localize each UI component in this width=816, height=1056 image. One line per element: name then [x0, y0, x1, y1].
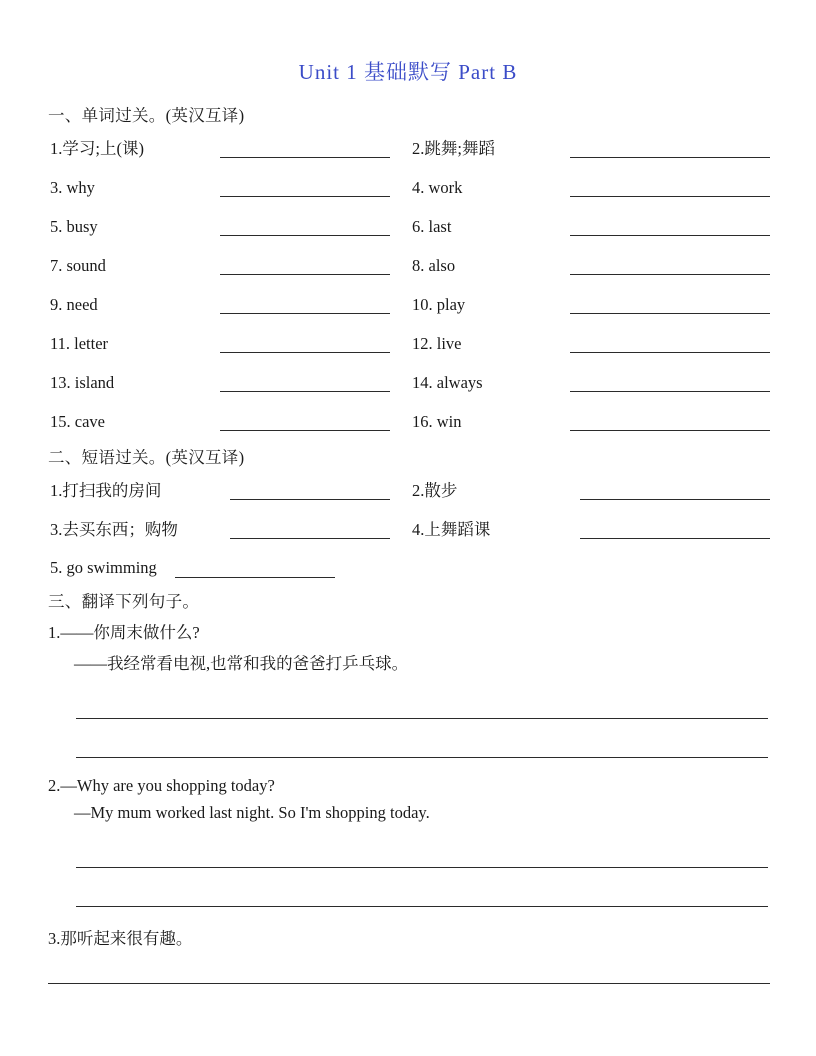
answer-line[interactable] [76, 719, 768, 758]
word-answer-blank[interactable] [570, 296, 770, 314]
word-row [46, 171, 770, 197]
phrase-row [46, 474, 770, 500]
word-cell [408, 140, 770, 158]
word-label: 11. letter [50, 333, 109, 353]
section-heading-translation: 三、翻译下列句子。 [48, 592, 200, 611]
phrase-label: 5. go swimming [50, 558, 157, 577]
translation-answer-area[interactable] [76, 837, 770, 907]
translation-answer-area[interactable] [76, 688, 770, 758]
word-cell [46, 296, 408, 314]
word-row [46, 405, 770, 431]
word-row [46, 366, 770, 392]
phrase-label: 3.去买东西；购物 [50, 519, 178, 539]
word-row [46, 132, 770, 158]
word-cell [46, 140, 408, 158]
phrase-cell [408, 482, 770, 500]
word-answer-blank[interactable] [220, 296, 390, 314]
word-cell [46, 179, 408, 197]
word-row [46, 210, 770, 236]
phrase-answer-blank[interactable] [580, 521, 770, 539]
word-label: 9. need [50, 294, 98, 314]
word-cell [408, 374, 770, 392]
phrase-label: 2.散步 [412, 480, 458, 500]
translation-prompt-second: —My mum worked last night. So I'm shopping today. [74, 803, 430, 822]
word-answer-blank[interactable] [570, 413, 770, 431]
word-answer-blank[interactable] [220, 140, 390, 158]
answer-line[interactable] [48, 983, 770, 984]
word-label: 4. work [412, 177, 463, 197]
phrase-label: 1.打扫我的房间 [50, 480, 162, 500]
answer-line[interactable] [76, 868, 768, 907]
page-title: Unit 1 基础默写 Part B [298, 60, 518, 84]
word-label: 7. sound [50, 255, 106, 275]
word-cell [408, 335, 770, 353]
word-answer-blank[interactable] [220, 374, 390, 392]
word-label: 3. why [50, 177, 95, 197]
answer-line[interactable] [76, 688, 768, 719]
word-cell [46, 218, 408, 236]
word-answer-blank[interactable] [220, 257, 390, 275]
word-label: 2.跳舞;舞蹈 [412, 138, 495, 158]
section-heading-words: 一、单词过关。(英汉互译) [48, 106, 245, 125]
word-label: 10. play [412, 294, 466, 314]
phrase-answer-blank[interactable] [580, 482, 770, 500]
word-label: 15. cave [50, 411, 105, 431]
word-answer-blank[interactable] [220, 218, 390, 236]
phrase-cell [408, 521, 770, 539]
word-row [46, 249, 770, 275]
word-label: 6. last [412, 216, 452, 236]
word-answer-blank[interactable] [220, 179, 390, 197]
word-cell [408, 296, 770, 314]
phrase-row [46, 513, 770, 539]
word-cell [46, 335, 408, 353]
translation-prompt: 3.那听起来很有趣。 [48, 929, 193, 948]
word-answer-blank[interactable] [570, 257, 770, 275]
word-label: 16. win [412, 411, 462, 431]
word-answer-blank[interactable] [570, 218, 770, 236]
word-row [46, 327, 770, 353]
word-label: 14. always [412, 372, 483, 392]
word-cell [408, 179, 770, 197]
word-cell [46, 413, 408, 431]
phrase-cell [46, 521, 408, 539]
word-label: 13. island [50, 372, 115, 392]
phrase-cell [46, 482, 408, 500]
phrase-answer-blank[interactable] [175, 560, 335, 578]
word-cell [46, 374, 408, 392]
word-answer-blank[interactable] [570, 374, 770, 392]
word-cell [46, 257, 408, 275]
word-label: 1.学习;上(课) [50, 138, 144, 158]
section-heading-phrases: 二、短语过关。(英汉互译) [48, 448, 245, 467]
word-answer-blank[interactable] [570, 179, 770, 197]
word-label: 12. live [412, 333, 462, 353]
translation-prompt: 2.—Why are you shopping today? [48, 776, 275, 795]
word-label: 5. busy [50, 216, 98, 236]
answer-line[interactable] [76, 837, 768, 868]
phrase-row [46, 552, 770, 578]
word-cell [408, 218, 770, 236]
word-row [46, 288, 770, 314]
translation-prompt-second: ——我经常看电视,也常和我的爸爸打乒乓球。 [74, 654, 409, 673]
word-answer-blank[interactable] [220, 335, 390, 353]
phrase-answer-blank[interactable] [230, 521, 390, 539]
word-answer-blank[interactable] [570, 140, 770, 158]
phrase-answer-blank[interactable] [230, 482, 390, 500]
word-answer-blank[interactable] [220, 413, 390, 431]
word-answer-blank[interactable] [570, 335, 770, 353]
word-cell [408, 257, 770, 275]
word-cell [408, 413, 770, 431]
phrase-label: 4.上舞蹈课 [412, 519, 491, 539]
word-label: 8. also [412, 255, 456, 275]
translation-prompt: 1.——你周末做什么? [48, 623, 200, 642]
